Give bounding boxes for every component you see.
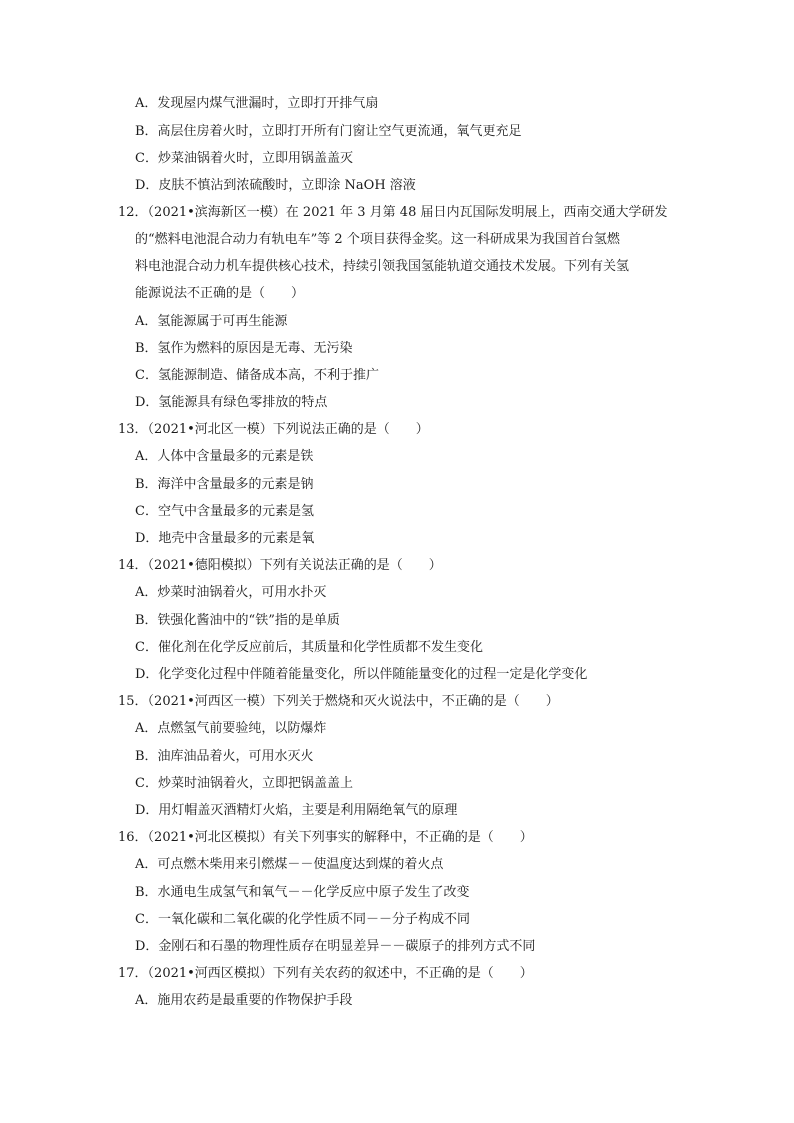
q13-option-c: C．空气中含量最多的元素是氢 bbox=[135, 504, 314, 519]
q15-option-a: A．点燃氢气前要验纯，以防爆炸 bbox=[135, 721, 327, 736]
q12-option-c: C．氢能源制造、储备成本高，不利于推广 bbox=[135, 368, 379, 383]
q13-option-d: D．地壳中含量最多的元素是氧 bbox=[135, 531, 315, 546]
q15-option-c: C．炒菜时油锅着火，立即把锅盖盖上 bbox=[135, 776, 353, 791]
q15-stem: 15．（2021•河西区一模）下列关于燃烧和灭火说法中，不正确的是（ ） bbox=[118, 694, 559, 709]
q16-option-d: D．金刚石和石墨的物理性质存在明显差异－－碳原子的排列方式不同 bbox=[135, 939, 536, 954]
q12-option-b: B．氢作为燃料的原因是无毒、无污染 bbox=[135, 341, 353, 356]
q17-stem: 17．（2021•河西区模拟）下列有关农药的叙述中，不正确的是（ ） bbox=[118, 966, 533, 981]
q16-option-b: B．水通电生成氢气和氧气－－化学反应中原子发生了改变 bbox=[135, 885, 470, 900]
q14-stem: 14．（2021•德阳模拟）下列有关说法正确的是（ ） bbox=[118, 558, 442, 573]
q14-option-c: C．催化剂在化学反应前后，其质量和化学性质都不发生变化 bbox=[135, 640, 483, 655]
q14-option-d: D．化学变化过程中伴随着能量变化，所以伴随能量变化的过程一定是化学变化 bbox=[135, 667, 588, 682]
q15-option-d: D．用灯帽盖灭酒精灯火焰，主要是利用隔绝氧气的原理 bbox=[135, 803, 458, 818]
q11-option-c: C．炒菜油锅着火时，立即用锅盖盖灭 bbox=[135, 151, 353, 166]
q13-option-a: A．人体中含量最多的元素是铁 bbox=[135, 449, 314, 464]
q17-option-a: A．施用农药是最重要的作物保护手段 bbox=[135, 993, 353, 1008]
q13-stem: 13．（2021•河北区一模）下列说法正确的是（ ） bbox=[118, 422, 429, 437]
q11-option-b: B．高层住房着火时，立即打开所有门窗让空气更流通，氧气更充足 bbox=[135, 124, 522, 139]
q12-option-d: D．氢能源具有绿色零排放的特点 bbox=[135, 395, 328, 410]
q12-stem-line-4: 能源说法不正确的是（ ） bbox=[135, 286, 305, 301]
q11-option-d: D．皮肤不慎沾到浓硫酸时，立即涂 NaOH 溶液 bbox=[135, 178, 416, 193]
q12-stem-line-1: 12．（2021•滨海新区一模）在 2021 年 3 月第 48 届日内瓦国际发明展上，西南交通大学研发 bbox=[118, 205, 668, 220]
q15-option-b: B．油库油品着火，可用水灭火 bbox=[135, 749, 314, 764]
q11-option-a: A．发现屋内煤气泄漏时，立即打开排气扇 bbox=[135, 96, 379, 111]
q14-option-b: B．铁强化酱油中的“铁”指的是单质 bbox=[135, 613, 340, 628]
q12-stem-line-2: 的“燃料电池混合动力有轨电车”等 2 个项目获得金奖。这一科研成果为我国首台氢燃 bbox=[135, 232, 620, 247]
q13-option-b: B．海洋中含量最多的元素是钠 bbox=[135, 477, 314, 492]
q12-stem-line-3: 料电池混合动力机车提供核心技术，持续引领我国氢能轨道交通技术发展。下列有关氢 bbox=[135, 259, 630, 274]
q16-option-a: A．可点燃木柴用来引燃煤－－使温度达到煤的着火点 bbox=[135, 857, 444, 872]
q16-option-c: C．一氧化碳和二氧化碳的化学性质不同－－分子构成不同 bbox=[135, 912, 470, 927]
q14-option-a: A．炒菜时油锅着火，可用水扑灭 bbox=[135, 585, 327, 600]
q12-option-a: A．氢能源属于可再生能源 bbox=[135, 314, 288, 329]
q16-stem: 16．（2021•河北区模拟）有关下列事实的解释中，不正确的是（ ） bbox=[118, 830, 533, 845]
